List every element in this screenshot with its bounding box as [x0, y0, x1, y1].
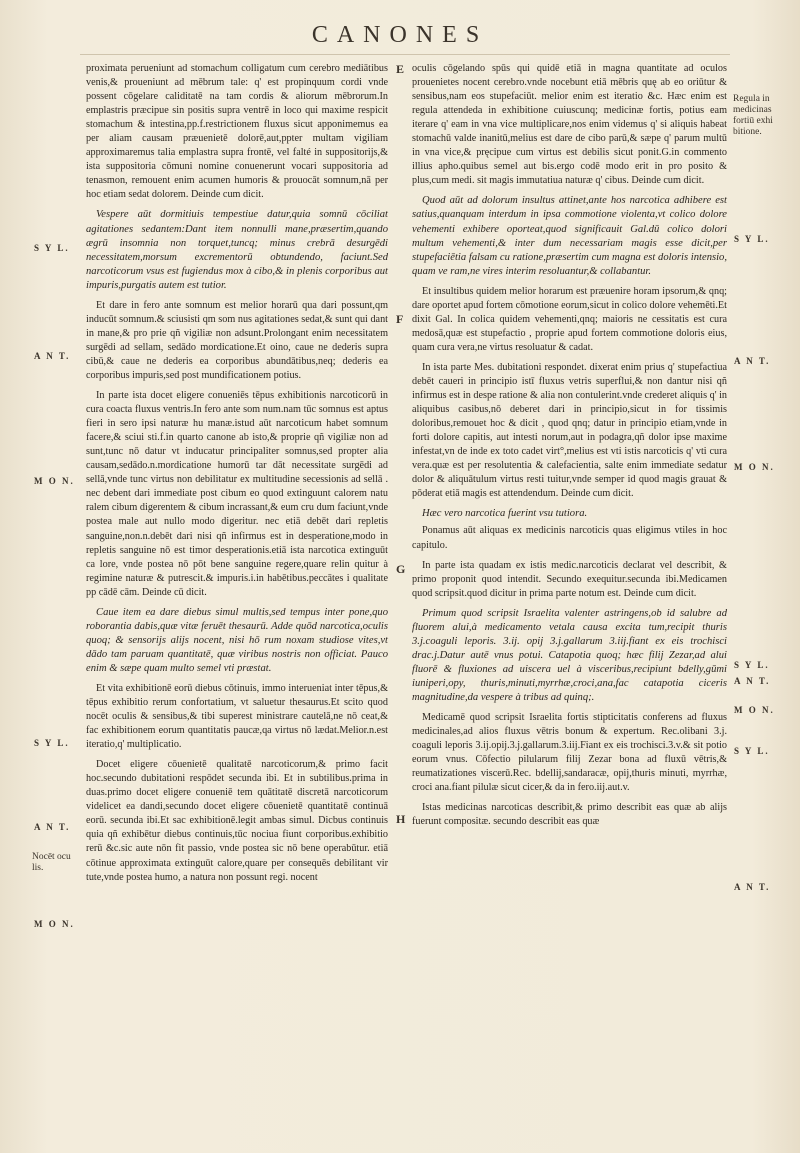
header-rule	[80, 54, 730, 55]
margin-note-mon: M O N.	[34, 476, 75, 486]
column-letter-g: G	[396, 562, 406, 576]
italic-passage: Vespere aūt dormitiuis tempestiue datur,quia somnū cōciliat agitationes sedantem:Dant item nonnulli mane,præsertim,quando ægrū insomnia non torquet,tuncq; minus crebrā desurgēdi necessitatem,morsum excrementorū obtundendo, faciunt.Sed narcoticorum vsus est fugiendus mox à cibo,& in plenis corporibus aut impuris,purgatis autem est tutior.	[86, 209, 388, 291]
margin-note-regula: Regula in medicinas fortiū exhi bitione.	[733, 94, 773, 137]
margin-note-syl: S Y L.	[734, 234, 770, 244]
margin-note-syl: S Y L.	[734, 660, 770, 670]
margin-note-syl: S Y L.	[34, 243, 70, 253]
paragraph: Et insultibus quidem melior horarum est præuenire horam ipsorum,& qnq; dare oportet apud fortem cōmotione eorum,sicut in colico dolore vehemēti.Et dixit Gal. In colica quidem vehementi,qnq; maioris ne cessitatis est cura medosā,quæ est stupefactio , proprie apud fortem commotione doloris eius, quam cura vera,ne virtus resoluatur & cadat.	[412, 285, 727, 353]
paragraph: Et vita exhibitionē eorū diebus cōtinuis, immo interueniat inter tēpus,& tēpus exhibitio rerum confortatium, vt saluetur thesaurus.Et scito quod nocēt oculis & sensibus,& tibi superest ministrare cautelā,ne nō ceat,& fac exhibitionem eorum quantitatis paucæ,qa virtus nō lædat.Melior.n.est iteratio,q' multiplicatio.	[86, 682, 388, 751]
paragraph: Istas medicinas narcoticas describit,& primo describit eas quæ ab alijs fuerunt compositæ. secundo describit eas quæ	[412, 802, 727, 828]
column-letter-f: F	[396, 312, 404, 326]
paragraph: proximata perueniunt ad stomachum colligatum cum cerebro mediātibus venis,& proueniunt ad mēbrum tale: q' est propinquum cordi vnde possent cōgelare caliditatē na tam cordis & aliorum mēbrorum.In emplastris præcipue sin positis supra ventrē in loco qui maxime respicit stomachum & intestina,pp.f.restrictionem fluxus sicut apponimemus ea per aliam causam præuenietē dolorē,aut,ppter multam vigiliam approximaremus talia emplastra supra frontē, vel falté in suppositorijs,& ista suppositoria cōmuni nomine conuenerunt vocari suppositoria ad tenasmon, remouent enim acumen humoris & prouocāt somnum,nā per hoc etiam sedat dolorem. Deinde cum dicit.	[86, 63, 388, 201]
paragraph: In ista parte Mes. dubitationi respondet. dixerat enim prius q' stupefactiua debēt caueri in principio istī fluxus vetris superflui,& non dantur nisi qñ infirmus est in despe ratione & alia non contulerint.vnde crederet aliquis q' in aliquibus casibus,nō deberet dari in principio,sicut in for tissimis doloribus,remouet hoc & dicit , quod qnq; datur in principio etiam,vnde in forti dolore capitis, aut intesti norum,aut in podagra,qñ dolor ipse maxime infestat,vn de inde ex toto cadet virt°,melius est vti istis narcoticis q' vti cura vera.quæ est per resolutentia & calefacientia, salte enim immediate sedatur dolor & aliquātulum virtus resti tuitur,vnde semper id quod magis grauat & pōderat etiā magis est attendendum. Deinde cum dicit.	[412, 361, 728, 500]
paragraph: Ponamus aūt aliquas ex medicinis narcoticis quas eligimus vtiles in hoc capitulo.	[412, 525, 727, 551]
column-letter-e: E	[396, 62, 405, 76]
italic-passage: Caue item ea dare diebus simul multis,sed tempus inter pone,quo roborantia dabis,quæ vitæ feruēt thesaurū. Adde quōd narcotica,oculis quoq; & sensorijs alijs nocent, nisi hō rum noxam studiose vites,vt dādo tam paruam quantitatē, quæ viribus nostris non officiat. Pauco enim & sæpe quam multo semel vti præstat.	[86, 606, 388, 674]
paragraph: oculis cōgelando spūs qui quidē etiā in magna quantitate ad oculos prouenietes nocent cerebro.vnde nocebunt etiā mēbris quę ab eo oriūtur & sensibus,nam eos stupefaciūt. melior enim est iteratio &c. Hæc enim est regula attendeda in exhibitione cuiuscunq; medicinæ fortis, potius eam iterare q' eam in vna vice multiplicare,nos enim videmus q' si aliquis habeat stomachū valde inanitū,melius est dare de cibo parū,& sæpe q' parum multū in vna vice,& pręcipue cum virtus est debilis sicut ponit.G.in commento illius apho.quibus semel aut bis.ergo codē modo erit in pro posito & plus,cum medi. sit magis immutatiua naturæ q' cibus. Deinde cum dicit.	[412, 63, 727, 187]
right-text-column	[412, 62, 727, 832]
paragraph: In parte ista docet eligere conueniēs tēpus exhibitionis narcoticorū in cura coacta fluxus ventris.In fero ante som num.nam tūc somnus est aptus fieri in sero ipsi naturæ hu manæ.istud aūt narcoticum habet somnum facere,& sciui sti.f.in quarto canone ab isto,& proprie qñ vigiliæ non ad sunt,tunc nō datur vt inducatur principaliter somnus,sed propter alia causam,sedādo.n.mordicatione humorū tar dāt necessitate surgēdi ad sellā,vnde tunc virtus non debilitatur ex multitudine secessionis ad sellā . nec debent dari immediate post cibum eo quod extinguunt calorem natu ralem cibum digerentem & cibum incrassant,& eum cru dum faciunt,vnde postea male aut nullo modo digeritur. nec etiā debēt dari repletis sanguine,non.n.debēt dari nisi qñ infirmus est in desperatione,modo in repletis sanguine nō est timor desperationis.etiā ista narcotica extinguūt ca lore, vnde postea nō pōt bene sanguine regere,quare relin quitur à regimine naturæ & putrescit.& impuris.i.in habētibus.peccātes i qualitate pp cādē cām. Deinde cū dicit.	[86, 390, 388, 598]
margin-note-ant: A N T.	[734, 356, 771, 366]
margin-note-syl: S Y L.	[734, 746, 770, 756]
page-header: CANONES	[311, 22, 489, 48]
margin-note-nocet: Nocēt ocu lis.	[32, 852, 71, 873]
paragraph: In parte ista quadam ex istis medic.narcoticis declarat vel describit, & primo proponit quod intendit. Secundo exequitur.secunda ibi.Medicamen quod scripsit.quod dicitur in prima parte notum est. Deinde cum dicit.	[412, 559, 727, 599]
column-letter-h: H	[396, 812, 406, 826]
italic-passage: Hæc vero narcotica fuerint vsu tutiora.	[422, 508, 588, 520]
margin-note-ant: A N T.	[734, 676, 771, 686]
margin-note-mon: M O N.	[734, 705, 775, 715]
paragraph: Medicamē quod scripsit Israelita fortis stipticitatis conferens ad fluxus medicinales,ad alios fluxus vētris bonum & expertum. Rec.olibani 3.j. coaguli leporis 3.ij.opij.3.j.gallarum.3.iij.Fiant ex eis trochisci.3.v.& sit potio eorum vnus. Cōfectio pilularum filij Zezar bona ad fluxū vētris,& reumatizationes viscerū.Rec. bdellij,sandaracæ, opij,thuris minuti, myrrhæ, croci ana.fiant pilulæ sicut cicer,& da in fero.iij.aut.v.	[412, 712, 727, 794]
left-text-column	[86, 62, 388, 888]
margin-note-ant: A N T.	[34, 822, 71, 832]
margin-note-mon: M O N.	[34, 919, 75, 929]
italic-passage: Quod aūt ad dolorum insultus attinet,ante hos narcotica adhibere est satius,quanquam interdum in ipsa commotione violenta,vt colico dolore vehementi exhibere oporteat,quod significauit Gal.dū colico dolori multum vehementi,& inter dum necessariam magis esse dicit,per stupefaciētia falsam cu ratione,præsertim cum magna est doloris intensio, quam ve ram,ne vires interim resoluantur,& collabantur.	[412, 195, 727, 277]
margin-note-syl: S Y L.	[34, 738, 70, 748]
margin-note-ant: A N T.	[734, 882, 771, 892]
italic-passage: Primum quod scripsit Israelita valenter astringens,ob id salubre ad fluorem alui,à medicamento vetala causa excita tum,recipit thuris 3.j.coaguli leporis. 3.ij. opij 3.j.gallarum 3.iij.fiant ex eis trochisci drac.j.Datur autē vnus potui. Catapotia quoq; hæc filij Zezar,ad alui fluorē & fluxiones ad uiscera uel à visceribus,recipiunt bdelly,gūmi iuniperi,opy, thuris,minuti,myrrhæ,croci,ana,fac catapotia ciceris magnitudine,da vespere à tribus ad quinq;.	[412, 607, 727, 703]
margin-note-ant: A N T.	[34, 351, 71, 361]
paragraph: Docet eligere cōuenietē qualitatē narcoticorum,& primo facit hoc.secundo dubitationi respōdet secunda ibi. Et in subtilibus.prima in duas.primo docet eligere conueniē tem quātitatē discretā narcoticorum videlicet ea dandi,secundo docet eligere cōuenietē quantitatē continuā eorū. secunda ibi.Et sac exhibitionē.legit ambas simul. Dicbus continuis quia qñ exhibētur diebus continuis,tūc nociua fiunt corporibus.exhibitio rerū &c.sic aute nōn fit passio, vnde postea sic nō bene operabūtur. etiā cōtinue approximata extinguūt calore,quare per consequēs debilitant vir tute,vnde postea humo, a natura non possunt regi. nocent	[86, 759, 388, 883]
paragraph: Et dare in fero ante somnum est melior horarū qua dari possunt,qm inducūt somnum.& sciusisti qm som nus agitationes sedat,& sunt qui dant in mane,& pro prie qñ vigiliæ non adsunt.Prolongant enim necessitatem surgēdi ad sellam, sedādo mordicatione.Et oino, caue ne dederis supra cibū,& caue ne dederis ea corporibus abundātibus,neq; dederis ea corporibus impuris,sed post mundificationem potius.	[86, 299, 388, 381]
margin-note-mon: M O N.	[734, 462, 775, 472]
